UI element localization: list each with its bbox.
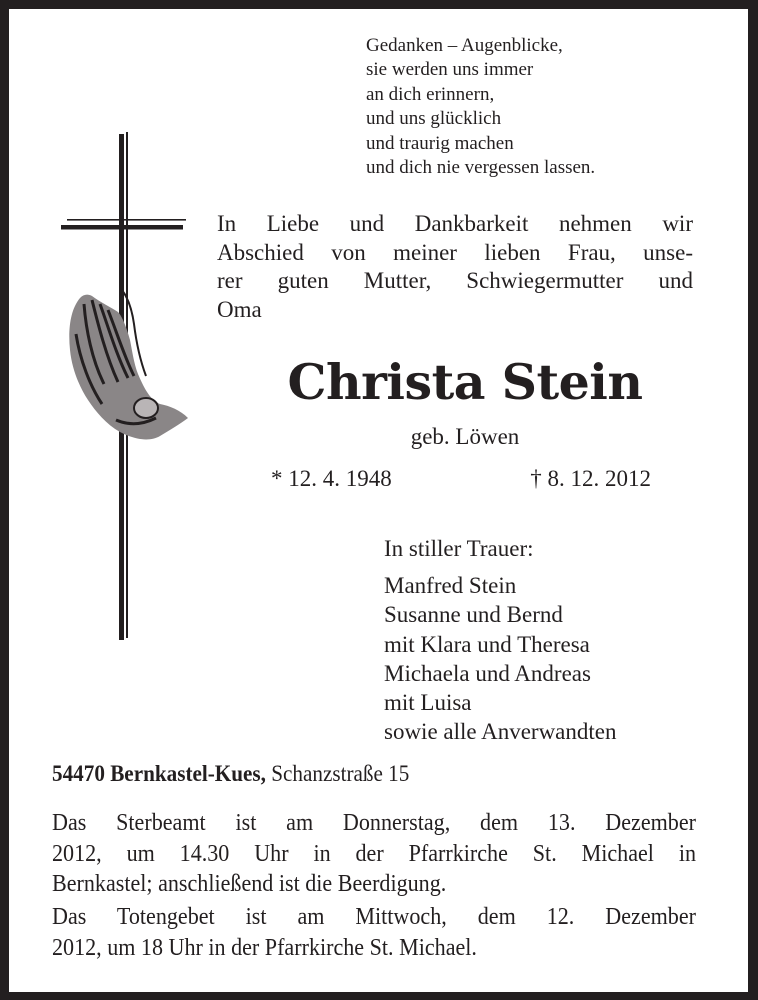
address-street: Schanzstraße 15 [265,761,410,786]
mourners-heading: In stiller Trauer: [384,536,534,561]
intro-line: Abschied von meiner lieben Frau, unse- [217,239,693,265]
intro-line: In Liebe und Dankbarkeit nehmen wir [217,211,693,236]
death-date: † 8. 12. 2012 [530,466,651,491]
funeral-mass-line: 2012, um 14.30 Uhr in der Pfarrkirche St. Michael in [52,840,696,867]
prayer-line: Das Totengebet ist am Mittwoch, dem 12. Dezember [52,904,696,930]
prayer-line: 2012, um 18 Uhr in der Pfarrkirche St. Michael. [52,934,477,961]
intro-text [217,210,693,324]
prayer-info [52,902,696,963]
poem-line: sie werden uns immer [366,59,534,81]
mourners-list [384,534,704,746]
poem-line: Gedanken – Augenblicke, [366,35,563,56]
intro-line: Oma [217,296,262,322]
praying-hands-icon [69,290,188,439]
poem-line: und traurig machen [366,132,514,154]
birth-date: * 12. 4. 1948 [271,466,392,491]
address [52,761,409,787]
mourner-name: sowie alle Anverwandten [384,719,617,745]
mourner-name: mit Klara und Theresa [384,631,590,657]
poem-line: und uns glücklich [366,108,502,130]
poem-line: an dich erinnern, [366,83,495,105]
funeral-mass-line: Bernkastel; anschließend ist die Beerdigung. [52,871,447,897]
mourner-name: Manfred Stein [384,573,517,599]
funeral-mass-line: Das Sterbeamt ist am Donnerstag, dem 13. Dezember [52,810,696,836]
mourner-name: mit Luisa [384,690,472,716]
mourner-name: Michaela und Andreas [384,660,591,686]
funeral-mass-info [52,808,696,900]
poem [366,34,726,180]
poem-line: und dich nie vergessen lassen. [366,157,596,179]
cross-icon [40,120,200,650]
maiden-name: geb. Löwen [410,424,520,449]
mourner-name: Susanne und Bernd [384,602,563,628]
intro-line: rer guten Mutter, Schwiegermutter und [217,268,693,293]
address-city: 54470 Bernkastel-Kues, [52,761,266,786]
deceased-name: Christa Stein [287,353,643,411]
life-dates [271,466,651,492]
